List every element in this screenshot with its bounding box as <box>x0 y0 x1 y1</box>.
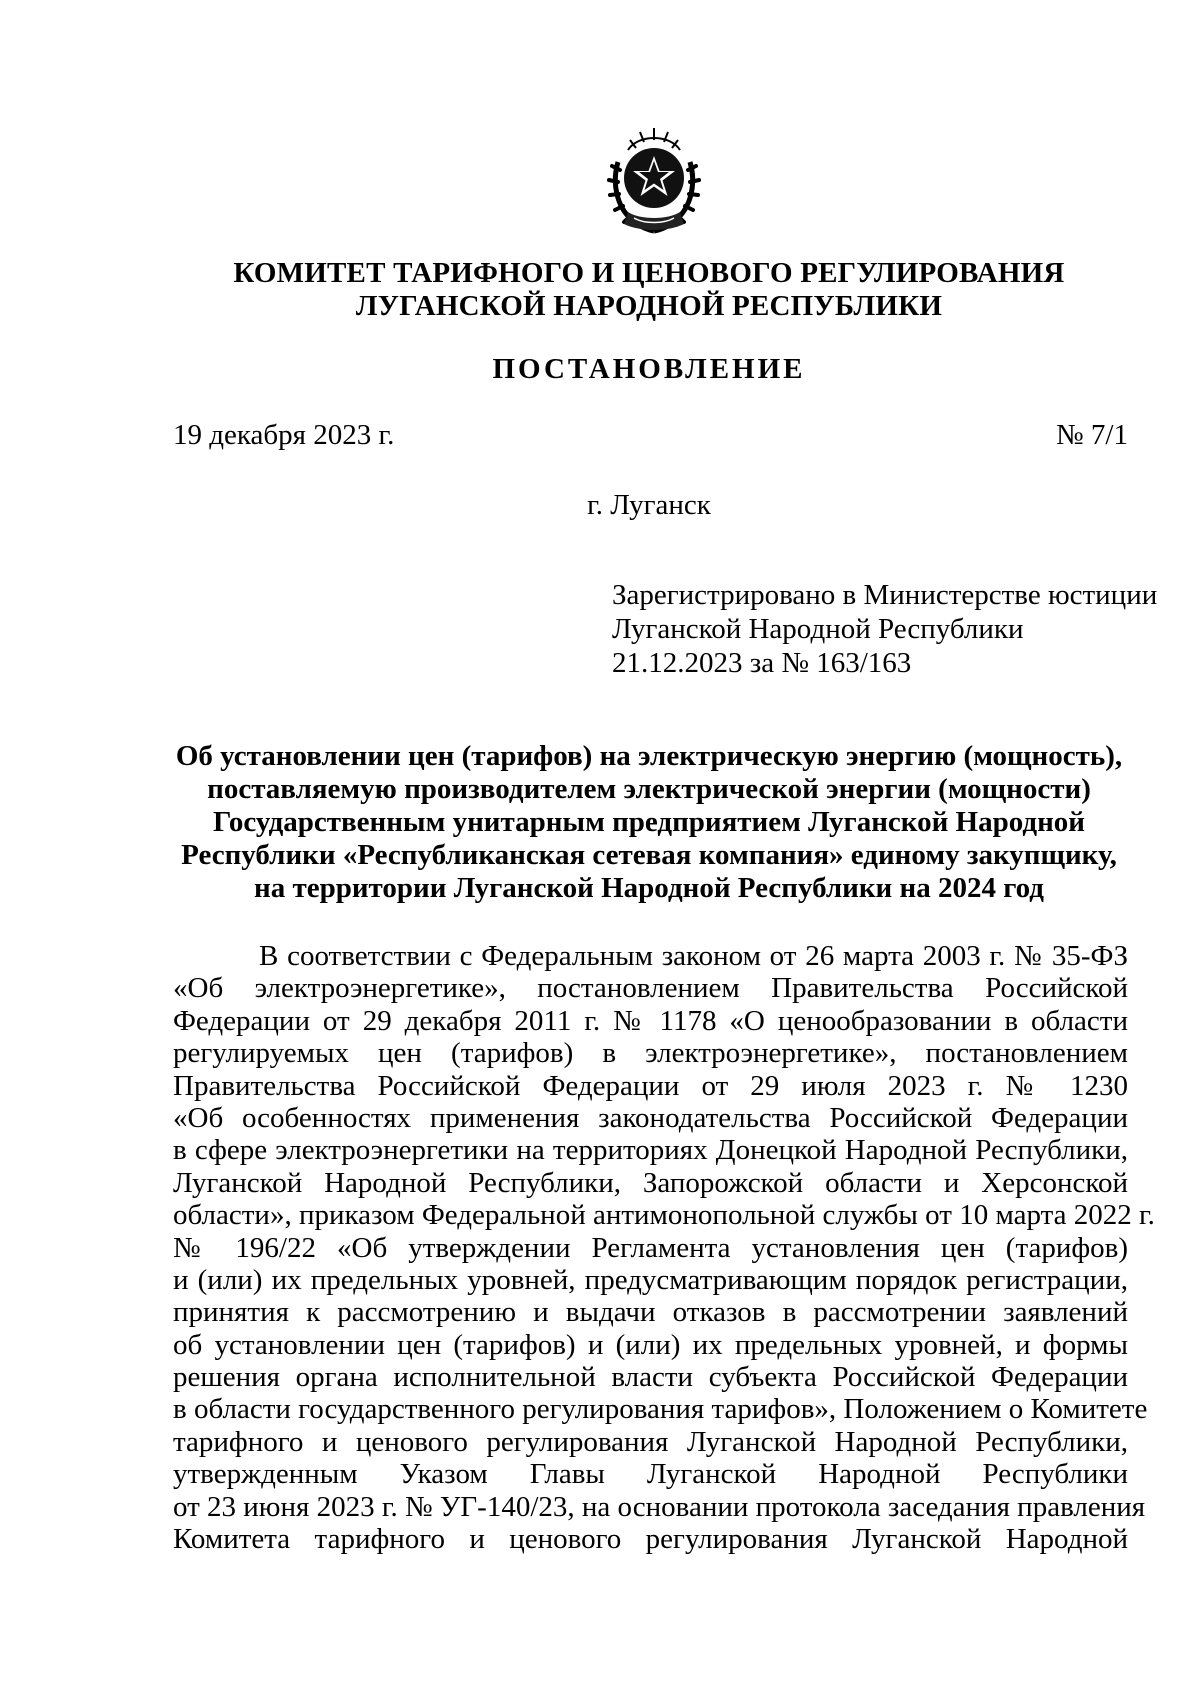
body-paragraph <box>173 940 1155 1556</box>
title-line: Об установлении цен (тарифов) на электрическую энергию (мощность), <box>175 740 1123 772</box>
document-date: 19 декабря 2023 г. <box>173 419 395 451</box>
document-type-heading: ПОСТАНОВЛЕНИЕ <box>492 353 806 385</box>
org-name-line-1: КОМИТЕТ ТАРИФНОГО И ЦЕНОВОГО РЕГУЛИРОВАНИЯ <box>233 257 1065 289</box>
body-line: в области государственного регулирования тарифов», Положением о Комитете <box>173 1393 1148 1426</box>
body-line: от 23 июня 2023 г. № УГ-140/23, на основании протокола заседания правления <box>173 1490 1146 1523</box>
body-line: области», приказом Федеральной антимонопольной службы от 10 марта 2022 г. <box>173 1199 1155 1232</box>
body-line: и (или) их предельных уровней, предусматривающим порядок регистрации, <box>173 1263 1128 1296</box>
body-line: № 196/22 «Об утверждении Регламента установления цен (тарифов) <box>173 1231 1128 1264</box>
body-line: утвержденным Указом Главы Луганской Народной Республики <box>173 1458 1128 1491</box>
registration-line: 21.12.2023 за № 163/163 <box>612 647 912 679</box>
body-line: решения органа исполнительной власти субъекта Российской Федерации <box>173 1361 1128 1394</box>
body-line: Луганской Народной Республики, Запорожской области и Херсонской <box>173 1166 1128 1199</box>
document-city: г. Луганск <box>587 489 711 521</box>
title-line: Государственным унитарным предприятием Луганской Народной <box>213 806 1085 838</box>
body-line: об установлении цен (тарифов) и (или) их предельных уровней, и формы <box>173 1328 1128 1361</box>
title-line: Республики «Республиканская сетевая компания» единому закупщику, <box>181 839 1117 871</box>
document-number: № 7/1 <box>1056 419 1128 451</box>
body-line: Комитета тарифного и ценового регулирования Луганской Народной <box>173 1523 1128 1556</box>
lpr-coat-of-arms-icon <box>598 120 710 240</box>
registration-stamp-text <box>612 578 1157 680</box>
body-line: «Об электроэнергетике», постановлением Правительства Российской <box>173 972 1128 1005</box>
body-line: принятия к рассмотрению и выдачи отказов в рассмотрении заявлений <box>173 1296 1128 1329</box>
body-line: Федерации от 29 декабря 2011 г. № 1178 «О ценообразовании в области <box>173 1004 1128 1037</box>
body-line: «Об особенностях применения законодательства Российской Федерации <box>173 1101 1128 1134</box>
title-line: на территории Луганской Народной Республики на 2024 год <box>254 872 1044 904</box>
body-line: В соответствии с Федеральным законом от 26 марта 2003 г. № 35-ФЗ <box>259 940 1128 972</box>
registration-line: Зарегистрировано в Министерстве юстиции <box>612 579 1158 611</box>
body-line: тарифного и ценового регулирования Луганской Народной Республики, <box>173 1425 1128 1458</box>
title-line: поставляемую производителем электрической энергии (мощности) <box>207 773 1091 805</box>
registration-line: Луганской Народной Республики <box>612 613 1024 645</box>
body-line: в сфере электроэнергетики на территориях Донецкой Народной Республики, <box>173 1134 1128 1167</box>
body-line: Правительства Российской Федерации от 29 июля 2023 г. № 1230 <box>173 1069 1128 1102</box>
document-title <box>150 740 1148 905</box>
org-name-line-2: ЛУГАНСКОЙ НАРОДНОЙ РЕСПУБЛИКИ <box>355 290 943 322</box>
body-line: регулируемых цен (тарифов) в электроэнергетике», постановлением <box>173 1037 1128 1070</box>
